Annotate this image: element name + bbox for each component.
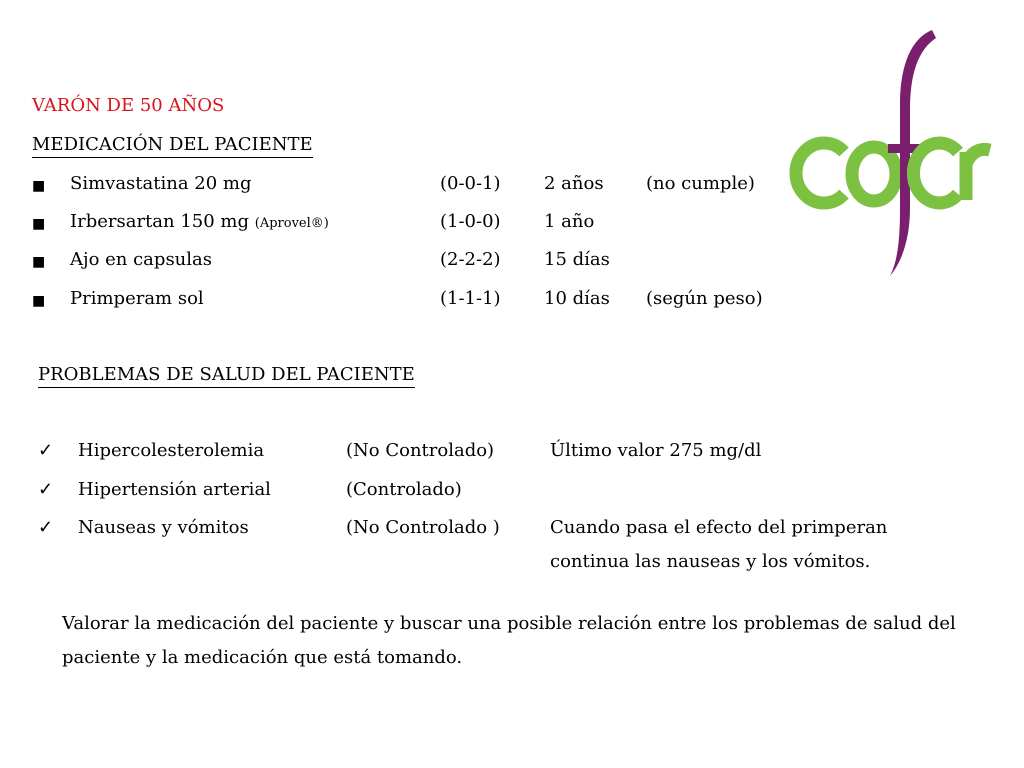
problem-note: Último valor 275 mg/dl	[550, 440, 762, 461]
medication-duration: 15 días	[544, 249, 610, 270]
medication-name	[70, 211, 329, 235]
medication-note: (según peso)	[646, 288, 763, 309]
medication-row	[32, 211, 792, 235]
check-icon: ✓	[38, 517, 54, 538]
problem-row	[38, 517, 938, 572]
square-bullet-icon: ■	[32, 216, 46, 232]
medication-name	[70, 288, 204, 312]
check-icon: ✓	[38, 440, 54, 461]
medication-brand: (Aprovel®)	[254, 216, 329, 231]
cofcr-logo	[786, 24, 996, 284]
medication-name	[70, 173, 252, 197]
medication-name-text: Irbersartan 150 mg	[70, 211, 255, 232]
problem-note: Cuando pasa el efecto del primperan continua las nauseas y los vómitos.	[550, 517, 888, 572]
square-bullet-icon: ■	[32, 293, 46, 309]
problem-name: Hipertensión arterial	[78, 479, 271, 500]
medication-row	[32, 173, 792, 197]
medication-name-text: Primperam sol	[70, 288, 204, 309]
problem-status: (No Controlado )	[346, 517, 500, 538]
medication-name-text: Simvastatina 20 mg	[70, 173, 252, 194]
medication-dose: (0-0-1)	[440, 173, 501, 194]
medication-name-text: Ajo en capsulas	[70, 249, 212, 270]
problem-name: Hipercolesterolemia	[78, 440, 265, 461]
check-icon: ✓	[38, 479, 54, 500]
problem-row	[38, 479, 938, 503]
problem-status: (No Controlado)	[346, 440, 495, 461]
medication-duration: 10 días	[544, 288, 610, 309]
logo-letter-c1	[796, 143, 844, 203]
medication-row	[32, 288, 792, 312]
medication-name	[70, 249, 212, 273]
medication-dose: (2-2-2)	[440, 249, 501, 270]
medication-dose: (1-0-0)	[440, 211, 501, 232]
logo-letter-c2	[913, 143, 958, 203]
medication-duration: 2 años	[544, 173, 604, 194]
logo-letter-o	[852, 147, 896, 201]
medication-duration: 1 año	[544, 211, 595, 232]
problems-heading: PROBLEMAS DE SALUD DEL PACIENTE	[38, 364, 415, 388]
square-bullet-icon: ■	[32, 178, 46, 194]
patient-title: VARÓN DE 50 AÑOS	[32, 95, 225, 116]
logo-letter-r	[966, 149, 990, 200]
medication-dose: (1-1-1)	[440, 288, 501, 309]
problem-row	[38, 440, 938, 464]
medication-row	[32, 249, 792, 273]
conclusion-text: Valorar la medicación del paciente y buscar una posible relación entre los problemas de salud del paciente y la medicación que está tomando.	[62, 613, 956, 668]
square-bullet-icon: ■	[32, 254, 46, 270]
medication-note: (no cumple)	[646, 173, 755, 194]
problem-name: Nauseas y vómitos	[78, 517, 249, 538]
medication-heading: MEDICACIÓN DEL PACIENTE	[32, 134, 313, 158]
problem-status: (Controlado)	[346, 479, 462, 500]
